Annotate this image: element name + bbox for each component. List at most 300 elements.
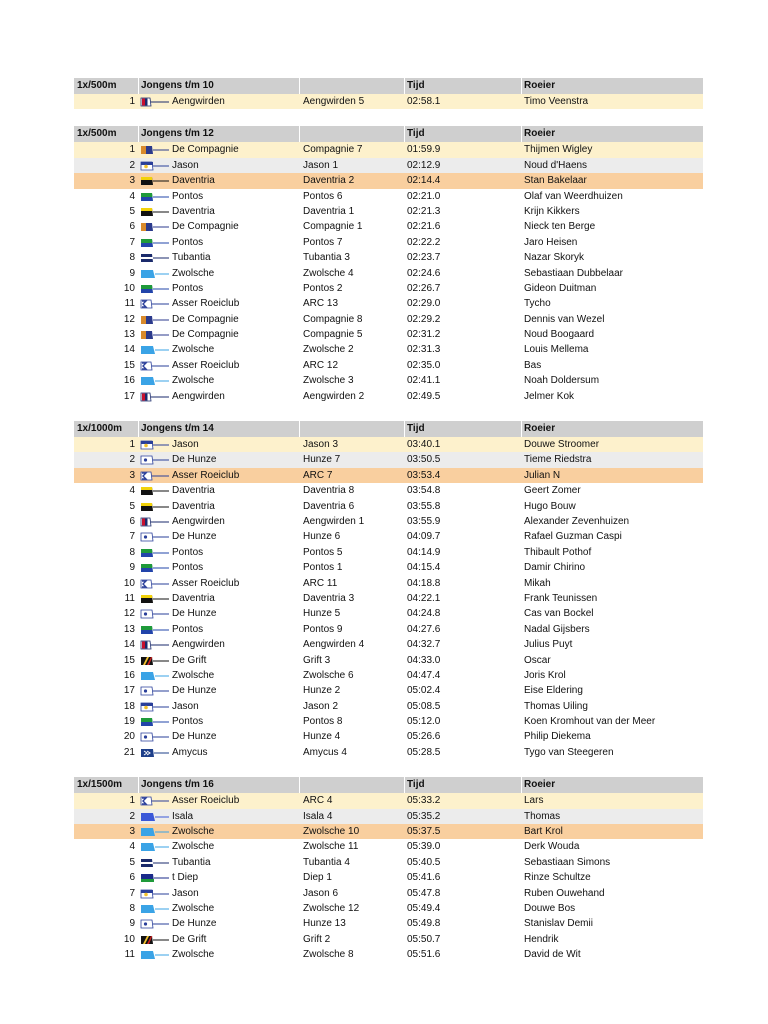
rower-cell: Stanislav Demii <box>524 918 593 930</box>
time-cell: 02:31.2 <box>407 329 441 341</box>
amycus-blade-icon <box>140 748 170 758</box>
club-cell: Daventria <box>172 500 215 512</box>
rower-cell: Lars <box>524 795 544 807</box>
rower-cell: Douwe Stroomer <box>524 439 600 451</box>
table-row <box>74 591 703 606</box>
position-cell: 1 <box>129 144 135 156</box>
time-cell: 05:49.8 <box>407 918 441 930</box>
table-row <box>74 358 703 373</box>
club-cell: Aengwirden <box>172 515 225 527</box>
club-cell: Asser Roeiclub <box>172 795 240 807</box>
zwolsche-blade-icon <box>140 671 170 681</box>
time-cell: 04:47.4 <box>407 669 441 681</box>
header-divider <box>521 78 522 94</box>
time-cell: 02:31.3 <box>407 344 441 356</box>
time-cell: 05:37.5 <box>407 826 441 838</box>
club-cell: t Diep <box>172 872 199 884</box>
rower-cell: Douwe Bos <box>524 902 576 914</box>
rower-cell: Noud d'Haens <box>524 159 588 171</box>
club-cell: Jason <box>172 159 199 171</box>
position-cell: 5 <box>129 205 135 217</box>
table-row <box>74 327 703 342</box>
time-column-header: Tijd <box>407 128 425 140</box>
club-cell: Pontos <box>172 190 204 202</box>
table-row <box>74 901 703 916</box>
club-cell: De Compagnie <box>172 221 239 233</box>
club-cell: Asser Roeiclub <box>172 469 240 481</box>
club-cell: Zwolsche <box>172 826 215 838</box>
header-divider <box>299 777 300 793</box>
club-cell: Daventria <box>172 205 215 217</box>
club-cell: Tubantia <box>172 856 211 868</box>
time-cell: 05:41.6 <box>407 872 441 884</box>
rower-cell: Derk Wouda <box>524 841 580 853</box>
grift-blade-icon <box>140 656 170 666</box>
grift-blade-icon <box>140 935 170 945</box>
position-cell: 14 <box>123 344 135 356</box>
hunze-blade-icon <box>140 686 170 696</box>
position-cell: 9 <box>129 267 135 279</box>
table-row <box>74 514 703 529</box>
boat-cell: Pontos 9 <box>303 623 343 635</box>
category-label: Jongens t/m 14 <box>141 423 214 435</box>
boat-cell: Zwolsche 10 <box>303 826 360 838</box>
table-row <box>74 668 703 683</box>
table-row <box>74 235 703 250</box>
arc-blade-icon <box>140 361 170 371</box>
compagnie-blade-icon <box>140 330 170 340</box>
rower-cell: Noud Boogaard <box>524 329 595 341</box>
club-cell: De Hunze <box>172 685 217 697</box>
aengwirden-blade-icon <box>140 97 170 107</box>
rower-cell: Cas van Bockel <box>524 608 594 620</box>
position-cell: 10 <box>123 577 135 589</box>
boat-cell: ARC 4 <box>303 795 333 807</box>
position-cell: 2 <box>129 159 135 171</box>
zwolsche-blade-icon <box>140 345 170 355</box>
tubantia-blade-icon <box>140 253 170 263</box>
table-row <box>74 373 703 388</box>
boat-cell: Pontos 5 <box>303 546 343 558</box>
club-cell: Zwolsche <box>172 344 215 356</box>
position-cell: 6 <box>129 221 135 233</box>
boat-cell: Jason 1 <box>303 159 339 171</box>
position-cell: 3 <box>129 469 135 481</box>
header-divider <box>138 78 139 94</box>
category-label: Jongens t/m 12 <box>141 128 214 140</box>
pontos-blade-icon <box>140 192 170 202</box>
boat-cell: Jason 2 <box>303 700 339 712</box>
header-divider <box>299 126 300 142</box>
rower-cell: Gideon Duitman <box>524 282 597 294</box>
table-row <box>74 745 703 760</box>
time-cell: 04:32.7 <box>407 639 441 651</box>
table-row <box>74 947 703 962</box>
diep-blade-icon <box>140 873 170 883</box>
boat-cell: Zwolsche 2 <box>303 344 354 356</box>
rower-cell: Damir Chirino <box>524 562 586 574</box>
position-cell: 2 <box>129 454 135 466</box>
aengwirden-blade-icon <box>140 392 170 402</box>
rower-cell: Krijn Kikkers <box>524 205 580 217</box>
position-cell: 3 <box>129 826 135 838</box>
pontos-blade-icon <box>140 238 170 248</box>
rower-cell: Timo Veenstra <box>524 96 589 107</box>
boat-cell: Aengwirden 4 <box>303 639 365 651</box>
time-cell: 03:50.5 <box>407 454 441 466</box>
boat-cell: Zwolsche 4 <box>303 267 354 279</box>
time-cell: 02:29.2 <box>407 313 441 325</box>
club-cell: Pontos <box>172 282 204 294</box>
position-cell: 6 <box>129 872 135 884</box>
table-row <box>74 529 703 544</box>
boat-cell: Hunze 13 <box>303 918 346 930</box>
header-divider <box>138 777 139 793</box>
table-row <box>74 809 703 824</box>
event-label: 1x/1000m <box>77 423 123 435</box>
time-cell: 02:35.0 <box>407 359 441 371</box>
rower-cell: Stan Bakelaar <box>524 175 587 187</box>
boat-cell: Hunze 7 <box>303 454 341 466</box>
pontos-blade-icon <box>140 548 170 558</box>
rower-cell: David de Wit <box>524 949 581 961</box>
header-divider <box>404 421 405 437</box>
boat-cell: Hunze 4 <box>303 731 341 743</box>
header-divider <box>404 777 405 793</box>
compagnie-blade-icon <box>140 315 170 325</box>
rower-cell: Geert Zomer <box>524 485 581 497</box>
club-cell: Zwolsche <box>172 267 215 279</box>
time-cell: 02:12.9 <box>407 159 441 171</box>
table-row <box>74 683 703 698</box>
club-cell: Daventria <box>172 175 215 187</box>
rower-cell: Nadal Gijsbers <box>524 623 590 635</box>
tubantia-blade-icon <box>140 858 170 868</box>
header-divider <box>521 777 522 793</box>
table-row <box>74 94 703 109</box>
table-row <box>74 499 703 514</box>
club-cell: Aengwirden <box>172 96 225 107</box>
table-row <box>74 560 703 575</box>
club-cell: De Grift <box>172 654 207 666</box>
time-cell: 04:09.7 <box>407 531 441 543</box>
position-cell: 16 <box>123 669 135 681</box>
boat-cell: ARC 12 <box>303 359 339 371</box>
boat-cell: Amycus 4 <box>303 746 347 758</box>
time-cell: 05:39.0 <box>407 841 441 853</box>
position-cell: 4 <box>129 190 135 202</box>
rower-cell: Philip Diekema <box>524 731 591 743</box>
position-cell: 13 <box>123 623 135 635</box>
hunze-blade-icon <box>140 732 170 742</box>
boat-cell: Jason 6 <box>303 887 339 899</box>
rower-column-header: Roeier <box>524 128 556 140</box>
position-cell: 17 <box>123 390 135 402</box>
table-row <box>74 389 703 404</box>
table-row <box>74 714 703 729</box>
table-row <box>74 452 703 467</box>
position-cell: 1 <box>129 795 135 807</box>
event-label: 1x/500m <box>77 128 117 140</box>
position-cell: 4 <box>129 841 135 853</box>
boat-cell: Daventria 2 <box>303 175 355 187</box>
table-header <box>74 126 703 142</box>
header-divider <box>404 126 405 142</box>
boat-cell: Compagnie 1 <box>303 221 363 233</box>
header-divider <box>521 126 522 142</box>
header-divider <box>404 78 405 94</box>
rower-cell: Thomas <box>524 810 561 822</box>
header-divider <box>138 421 139 437</box>
position-cell: 12 <box>123 313 135 325</box>
position-cell: 4 <box>129 485 135 497</box>
event-label: 1x/500m <box>77 80 117 91</box>
time-cell: 05:47.8 <box>407 887 441 899</box>
jason-blade-icon <box>140 889 170 899</box>
position-cell: 7 <box>129 887 135 899</box>
table-row <box>74 173 703 188</box>
position-cell: 12 <box>123 608 135 620</box>
time-cell: 05:28.5 <box>407 746 441 758</box>
time-cell: 04:22.1 <box>407 592 441 604</box>
position-cell: 3 <box>129 175 135 187</box>
boat-cell: ARC 13 <box>303 298 339 310</box>
time-cell: 04:33.0 <box>407 654 441 666</box>
time-cell: 03:55.9 <box>407 515 441 527</box>
aengwirden-blade-icon <box>140 640 170 650</box>
position-cell: 11 <box>124 949 135 961</box>
time-cell: 05:50.7 <box>407 933 441 945</box>
table-row <box>74 932 703 947</box>
time-cell: 02:49.5 <box>407 390 441 402</box>
rower-cell: Rafael Guzman Caspi <box>524 531 622 543</box>
boat-cell: Zwolsche 11 <box>303 841 359 853</box>
boat-cell: Hunze 6 <box>303 531 341 543</box>
time-cell: 04:24.8 <box>407 608 441 620</box>
club-cell: Zwolsche <box>172 375 215 387</box>
table-row <box>74 342 703 357</box>
results-page <box>74 78 703 980</box>
table-row <box>74 437 703 452</box>
club-cell: Zwolsche <box>172 841 215 853</box>
position-cell: 14 <box>123 639 135 651</box>
time-cell: 04:15.4 <box>407 562 441 574</box>
rower-cell: Tieme Riedstra <box>524 454 592 466</box>
time-cell: 02:24.6 <box>407 267 441 279</box>
table-row <box>74 886 703 901</box>
rower-cell: Hugo Bouw <box>524 500 576 512</box>
club-cell: Jason <box>172 887 199 899</box>
rower-cell: Oscar <box>524 654 551 666</box>
isala-blade-icon <box>140 812 170 822</box>
zwolsche-blade-icon <box>140 950 170 960</box>
table-header <box>74 777 703 793</box>
time-cell: 05:51.6 <box>407 949 441 961</box>
arc-blade-icon <box>140 299 170 309</box>
table-row <box>74 545 703 560</box>
time-cell: 04:18.8 <box>407 577 441 589</box>
boat-cell: Pontos 8 <box>303 716 343 728</box>
rower-cell: Ruben Ouwehand <box>524 887 605 899</box>
rower-cell: Mikah <box>524 577 551 589</box>
position-cell: 7 <box>129 236 135 248</box>
table-row <box>74 729 703 744</box>
club-cell: Pontos <box>172 623 204 635</box>
table-row <box>74 606 703 621</box>
position-cell: 10 <box>123 282 135 294</box>
header-divider <box>138 126 139 142</box>
time-cell: 05:02.4 <box>407 685 441 697</box>
table-row <box>74 204 703 219</box>
position-cell: 19 <box>123 716 135 728</box>
club-cell: Aengwirden <box>172 639 225 651</box>
category-label: Jongens t/m 16 <box>141 779 214 791</box>
boat-cell: Jason 3 <box>303 439 339 451</box>
aengwirden-blade-icon <box>140 517 170 527</box>
boat-cell: Compagnie 7 <box>303 144 363 156</box>
club-cell: Pontos <box>172 546 204 558</box>
time-cell: 02:21.6 <box>407 221 441 233</box>
time-cell: 02:21.0 <box>407 190 441 202</box>
position-cell: 10 <box>123 933 135 945</box>
position-cell: 11 <box>124 592 135 604</box>
position-cell: 21 <box>123 746 135 758</box>
results-table <box>74 78 703 109</box>
time-cell: 05:40.5 <box>407 856 441 868</box>
compagnie-blade-icon <box>140 145 170 155</box>
club-cell: Asser Roeiclub <box>172 359 240 371</box>
club-cell: Asser Roeiclub <box>172 577 240 589</box>
category-label: Jongens t/m 10 <box>141 80 214 91</box>
time-cell: 03:54.8 <box>407 485 441 497</box>
arc-blade-icon <box>140 796 170 806</box>
boat-cell: Compagnie 8 <box>303 313 363 325</box>
results-table <box>74 421 703 760</box>
zwolsche-blade-icon <box>140 827 170 837</box>
rower-cell: Eise Eldering <box>524 685 583 697</box>
arc-blade-icon <box>140 579 170 589</box>
position-cell: 1 <box>129 96 135 107</box>
club-cell: Pontos <box>172 716 204 728</box>
rower-cell: Jaro Heisen <box>524 236 578 248</box>
boat-cell: Daventria 3 <box>303 592 355 604</box>
table-row <box>74 653 703 668</box>
rower-cell: Tygo van Steegeren <box>524 746 614 758</box>
time-cell: 05:49.4 <box>407 902 441 914</box>
rower-cell: Sebastiaan Dubbelaar <box>524 267 623 279</box>
header-divider <box>299 421 300 437</box>
time-cell: 04:27.6 <box>407 623 441 635</box>
table-row <box>74 250 703 265</box>
position-cell: 16 <box>123 375 135 387</box>
table-row <box>74 576 703 591</box>
club-cell: De Compagnie <box>172 329 239 341</box>
time-cell: 05:33.2 <box>407 795 441 807</box>
table-row <box>74 839 703 854</box>
time-cell: 05:35.2 <box>407 810 441 822</box>
boat-cell: Zwolsche 8 <box>303 949 354 961</box>
pontos-blade-icon <box>140 563 170 573</box>
table-row <box>74 158 703 173</box>
time-column-header: Tijd <box>407 80 425 91</box>
daventria-blade-icon <box>140 502 170 512</box>
boat-cell: Daventria 8 <box>303 485 355 497</box>
jason-blade-icon <box>140 440 170 450</box>
rower-cell: Sebastiaan Simons <box>524 856 611 868</box>
time-cell: 02:14.4 <box>407 175 441 187</box>
rower-cell: Julian N <box>524 469 561 481</box>
compagnie-blade-icon <box>140 222 170 232</box>
club-cell: Zwolsche <box>172 949 215 961</box>
position-cell: 15 <box>123 359 135 371</box>
boat-cell: Pontos 1 <box>303 562 343 574</box>
boat-cell: Zwolsche 3 <box>303 375 354 387</box>
boat-cell: Pontos 6 <box>303 190 343 202</box>
time-cell: 03:53.4 <box>407 469 441 481</box>
table-row <box>74 296 703 311</box>
boat-cell: Grift 3 <box>303 654 331 666</box>
time-cell: 02:26.7 <box>407 282 441 294</box>
rower-cell: Frank Teunissen <box>524 592 598 604</box>
club-cell: De Compagnie <box>172 144 239 156</box>
boat-cell: Pontos 7 <box>303 236 343 248</box>
zwolsche-blade-icon <box>140 842 170 852</box>
time-cell: 04:14.9 <box>407 546 441 558</box>
boat-cell: Grift 2 <box>303 933 331 945</box>
club-cell: Aengwirden <box>172 390 225 402</box>
club-cell: De Hunze <box>172 454 217 466</box>
position-cell: 11 <box>124 298 135 310</box>
club-cell: De Hunze <box>172 731 217 743</box>
time-column-header: Tijd <box>407 423 425 435</box>
rower-cell: Hendrik <box>524 933 559 945</box>
results-table <box>74 126 703 404</box>
position-cell: 18 <box>123 700 135 712</box>
daventria-blade-icon <box>140 176 170 186</box>
position-cell: 9 <box>129 918 135 930</box>
club-cell: Jason <box>172 700 199 712</box>
club-cell: Asser Roeiclub <box>172 298 240 310</box>
pontos-blade-icon <box>140 284 170 294</box>
rower-column-header: Roeier <box>524 423 556 435</box>
header-divider <box>521 421 522 437</box>
club-cell: De Hunze <box>172 608 217 620</box>
table-row <box>74 855 703 870</box>
rower-cell: Louis Mellema <box>524 344 589 356</box>
rower-column-header: Roeier <box>524 80 556 91</box>
table-row <box>74 189 703 204</box>
boat-cell: Daventria 6 <box>303 500 355 512</box>
boat-cell: Zwolsche 12 <box>303 902 360 914</box>
rower-cell: Thijmen Wigley <box>524 144 593 156</box>
table-row <box>74 483 703 498</box>
boat-cell: Hunze 5 <box>303 608 341 620</box>
club-cell: Pontos <box>172 236 204 248</box>
table-row <box>74 870 703 885</box>
position-cell: 15 <box>123 654 135 666</box>
position-cell: 9 <box>129 562 135 574</box>
table-header <box>74 78 703 94</box>
event-label: 1x/1500m <box>77 779 123 791</box>
position-cell: 6 <box>129 515 135 527</box>
club-cell: Amycus <box>172 746 208 758</box>
table-row <box>74 266 703 281</box>
boat-cell: Tubantia 3 <box>303 252 350 264</box>
time-cell: 02:22.2 <box>407 236 441 248</box>
rower-cell: Bas <box>524 359 542 371</box>
club-cell: Isala <box>172 810 194 822</box>
boat-cell: Tubantia 4 <box>303 856 350 868</box>
